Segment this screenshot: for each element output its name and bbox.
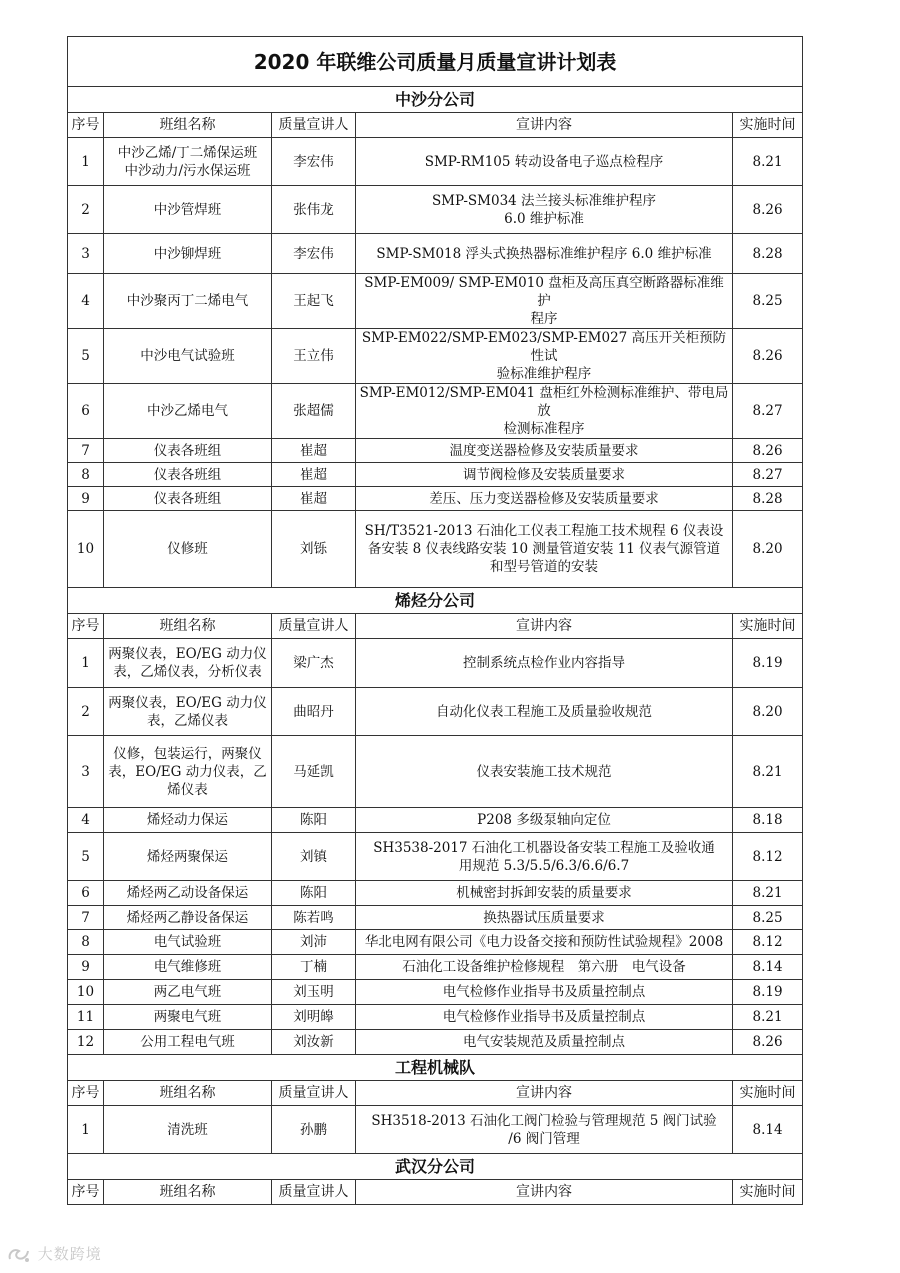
cell-speaker: 刘沛 [272,930,356,955]
cell-date: 8.14 [733,955,803,980]
header-content: 宣讲内容 [356,614,733,639]
cell-no: 7 [68,906,104,930]
header-content: 宣讲内容 [356,1081,733,1106]
header-speaker: 质量宣讲人 [272,1081,356,1106]
table-row [68,138,803,186]
cell-date: 8.21 [733,1005,803,1030]
header-content: 宣讲内容 [356,113,733,138]
cell-date: 8.27 [733,463,803,487]
header-row [68,614,803,639]
cell-date: 8.12 [733,930,803,955]
table-row [68,274,803,329]
table-row [68,906,803,930]
cell-content: 换热器试压质量要求 [356,906,733,930]
section-title: 武汉分公司 [68,1154,803,1180]
cell-no: 1 [68,639,104,688]
cell-date: 8.26 [733,329,803,384]
cell-date: 8.25 [733,274,803,329]
cell-content: SH3538-2017 石油化工机器设备安装工程施工及验收通 用规范 5.3/5.5/6.3/6.6/6.7 [356,833,733,881]
cell-speaker: 张伟龙 [272,186,356,234]
cell-no: 2 [68,688,104,736]
cell-no: 8 [68,463,104,487]
cell-date: 8.26 [733,439,803,463]
cell-team: 烯烃两乙动设备保运 [104,881,272,906]
cell-no: 3 [68,736,104,808]
header-row [68,113,803,138]
cell-no: 10 [68,980,104,1005]
cell-team: 仪修，包装运行，两聚仪 表，EO/EG 动力仪表，乙 烯仪表 [104,736,272,808]
cell-content: SMP-SM018 浮头式换热器标准维护程序 6.0 维护标准 [356,234,733,274]
cell-speaker: 刘铄 [272,511,356,588]
cell-date: 8.19 [733,639,803,688]
table-row [68,1005,803,1030]
cell-content: 自动化仪表工程施工及质量验收规范 [356,688,733,736]
section-title: 中沙分公司 [68,87,803,113]
watermark-text: 大数跨境 [37,1245,102,1263]
section-row [68,1055,803,1081]
cell-speaker: 曲昭丹 [272,688,356,736]
cell-speaker: 刘明皞 [272,1005,356,1030]
table-row [68,234,803,274]
cell-team: 两聚电气班 [104,1005,272,1030]
cell-speaker: 陈若鸣 [272,906,356,930]
cell-team: 仪表各班组 [104,463,272,487]
cell-date: 8.21 [733,736,803,808]
cell-content: 电气检修作业指导书及质量控制点 [356,980,733,1005]
cell-content: SMP-EM009/ SMP-EM010 盘柜及高压真空断路器标准维护 程序 [356,274,733,329]
cell-date: 8.28 [733,234,803,274]
cell-content: 电气检修作业指导书及质量控制点 [356,1005,733,1030]
header-team: 班组名称 [104,614,272,639]
header-date: 实施时间 [733,1081,803,1106]
table-row [68,463,803,487]
cell-content: SMP-EM022/SMP-EM023/SMP-EM027 高压开关柜预防性试 验标准维护程序 [356,329,733,384]
cell-team: 仪表各班组 [104,439,272,463]
cell-date: 8.27 [733,384,803,439]
cell-date: 8.26 [733,1030,803,1055]
cell-team: 电气试验班 [104,930,272,955]
cell-date: 8.14 [733,1106,803,1154]
table-row [68,736,803,808]
table-row [68,1106,803,1154]
cell-date: 8.12 [733,833,803,881]
watermark [6,1243,102,1265]
cell-speaker: 李宏伟 [272,234,356,274]
title-row [68,37,803,87]
cell-content: P208 多级泵轴向定位 [356,808,733,833]
cell-speaker: 刘汝新 [272,1030,356,1055]
table-row [68,955,803,980]
cell-date: 8.21 [733,881,803,906]
plan-table-sheet [67,36,802,1205]
header-row [68,1180,803,1205]
cell-no: 1 [68,1106,104,1154]
table-row [68,1030,803,1055]
cell-no: 2 [68,186,104,234]
cell-team: 中沙乙烯电气 [104,384,272,439]
cell-no: 4 [68,274,104,329]
cell-no: 5 [68,329,104,384]
table-row [68,639,803,688]
header-no: 序号 [68,614,104,639]
cell-content: 机械密封拆卸安装的质量要求 [356,881,733,906]
cell-speaker: 孙鹏 [272,1106,356,1154]
header-no: 序号 [68,1180,104,1205]
header-speaker: 质量宣讲人 [272,614,356,639]
plan-table [67,36,803,1205]
cell-no: 7 [68,439,104,463]
cell-no: 4 [68,808,104,833]
table-row [68,186,803,234]
table-row [68,511,803,588]
cell-team: 中沙铆焊班 [104,234,272,274]
header-content: 宣讲内容 [356,1180,733,1205]
header-team: 班组名称 [104,1180,272,1205]
cell-speaker: 李宏伟 [272,138,356,186]
cell-team: 中沙电气试验班 [104,329,272,384]
cell-team: 两聚仪表，EO/EG 动力仪 表，乙烯仪表 [104,688,272,736]
cell-date: 8.20 [733,511,803,588]
header-speaker: 质量宣讲人 [272,1180,356,1205]
cell-speaker: 陈阳 [272,881,356,906]
cell-speaker: 马延凯 [272,736,356,808]
section-row [68,87,803,113]
cell-no: 6 [68,384,104,439]
cell-no: 9 [68,955,104,980]
header-team: 班组名称 [104,1081,272,1106]
cell-speaker: 崔超 [272,439,356,463]
cell-content: SMP-EM012/SMP-EM041 盘柜红外检测标准维护、带电局放 检测标准程序 [356,384,733,439]
cell-content: 调节阀检修及安装质量要求 [356,463,733,487]
cell-content: SH/T3521-2013 石油化工仪表工程施工技术规程 6 仪表设 备安装 8 仪表线路安装 10 测量管道安装 11 仪表气源管道 和型号管道的安装 [356,511,733,588]
cell-speaker: 刘玉明 [272,980,356,1005]
cell-content: SMP-RM105 转动设备电子巡点检程序 [356,138,733,186]
cell-speaker: 梁广杰 [272,639,356,688]
header-date: 实施时间 [733,113,803,138]
cell-speaker: 张超儒 [272,384,356,439]
table-row [68,980,803,1005]
cell-speaker: 陈阳 [272,808,356,833]
cell-content: SH3518-2013 石油化工阀门检验与管理规范 5 阀门试验 /6 阀门管理 [356,1106,733,1154]
header-row [68,1081,803,1106]
cell-team: 两乙电气班 [104,980,272,1005]
cell-speaker: 丁楠 [272,955,356,980]
cell-no: 6 [68,881,104,906]
header-no: 序号 [68,113,104,138]
table-row [68,688,803,736]
table-row [68,833,803,881]
section-title: 烯烃分公司 [68,588,803,614]
table-row [68,930,803,955]
cell-content: 差压、压力变送器检修及安装质量要求 [356,487,733,511]
cell-team: 烯烃两乙静设备保运 [104,906,272,930]
table-row [68,881,803,906]
cell-date: 8.20 [733,688,803,736]
cell-content: 仪表安装施工技术规范 [356,736,733,808]
cell-speaker: 崔超 [272,463,356,487]
cell-speaker: 王立伟 [272,329,356,384]
cell-team: 公用工程电气班 [104,1030,272,1055]
table-row [68,439,803,463]
cell-no: 12 [68,1030,104,1055]
cell-date: 8.18 [733,808,803,833]
cell-content: 温度变送器检修及安装质量要求 [356,439,733,463]
cell-team: 中沙乙烯/丁二烯保运班 中沙动力/污水保运班 [104,138,272,186]
cell-content: SMP-SM034 法兰接头标准维护程序 6.0 维护标准 [356,186,733,234]
cell-team: 中沙管焊班 [104,186,272,234]
cell-content: 控制系统点检作业内容指导 [356,639,733,688]
table-row [68,808,803,833]
cell-team: 两聚仪表，EO/EG 动力仪 表，乙烯仪表，分析仪表 [104,639,272,688]
cell-team: 中沙聚丙丁二烯电气 [104,274,272,329]
watermark-logo-icon [6,1245,32,1265]
table-row [68,329,803,384]
header-date: 实施时间 [733,1180,803,1205]
cell-no: 5 [68,833,104,881]
cell-no: 8 [68,930,104,955]
cell-no: 9 [68,487,104,511]
table-row [68,487,803,511]
cell-team: 烯烃动力保运 [104,808,272,833]
page-title: 2020 年联维公司质量月质量宣讲计划表 [68,37,803,87]
cell-team: 仪修班 [104,511,272,588]
cell-content: 华北电网有限公司《电力设备交接和预防性试验规程》2008 [356,930,733,955]
section-row [68,1154,803,1180]
header-team: 班组名称 [104,113,272,138]
cell-content: 石油化工设备维护检修规程 第六册 电气设备 [356,955,733,980]
header-speaker: 质量宣讲人 [272,113,356,138]
cell-team: 电气维修班 [104,955,272,980]
cell-speaker: 王起飞 [272,274,356,329]
section-row [68,588,803,614]
cell-date: 8.26 [733,186,803,234]
cell-no: 11 [68,1005,104,1030]
cell-no: 1 [68,138,104,186]
table-row [68,384,803,439]
cell-date: 8.19 [733,980,803,1005]
header-date: 实施时间 [733,614,803,639]
cell-date: 8.21 [733,138,803,186]
section-title: 工程机械队 [68,1055,803,1081]
cell-no: 10 [68,511,104,588]
cell-speaker: 崔超 [272,487,356,511]
cell-team: 烯烃两聚保运 [104,833,272,881]
cell-team: 仪表各班组 [104,487,272,511]
cell-team: 清洗班 [104,1106,272,1154]
cell-date: 8.28 [733,487,803,511]
cell-speaker: 刘镇 [272,833,356,881]
header-no: 序号 [68,1081,104,1106]
cell-no: 3 [68,234,104,274]
cell-content: 电气安装规范及质量控制点 [356,1030,733,1055]
cell-date: 8.25 [733,906,803,930]
